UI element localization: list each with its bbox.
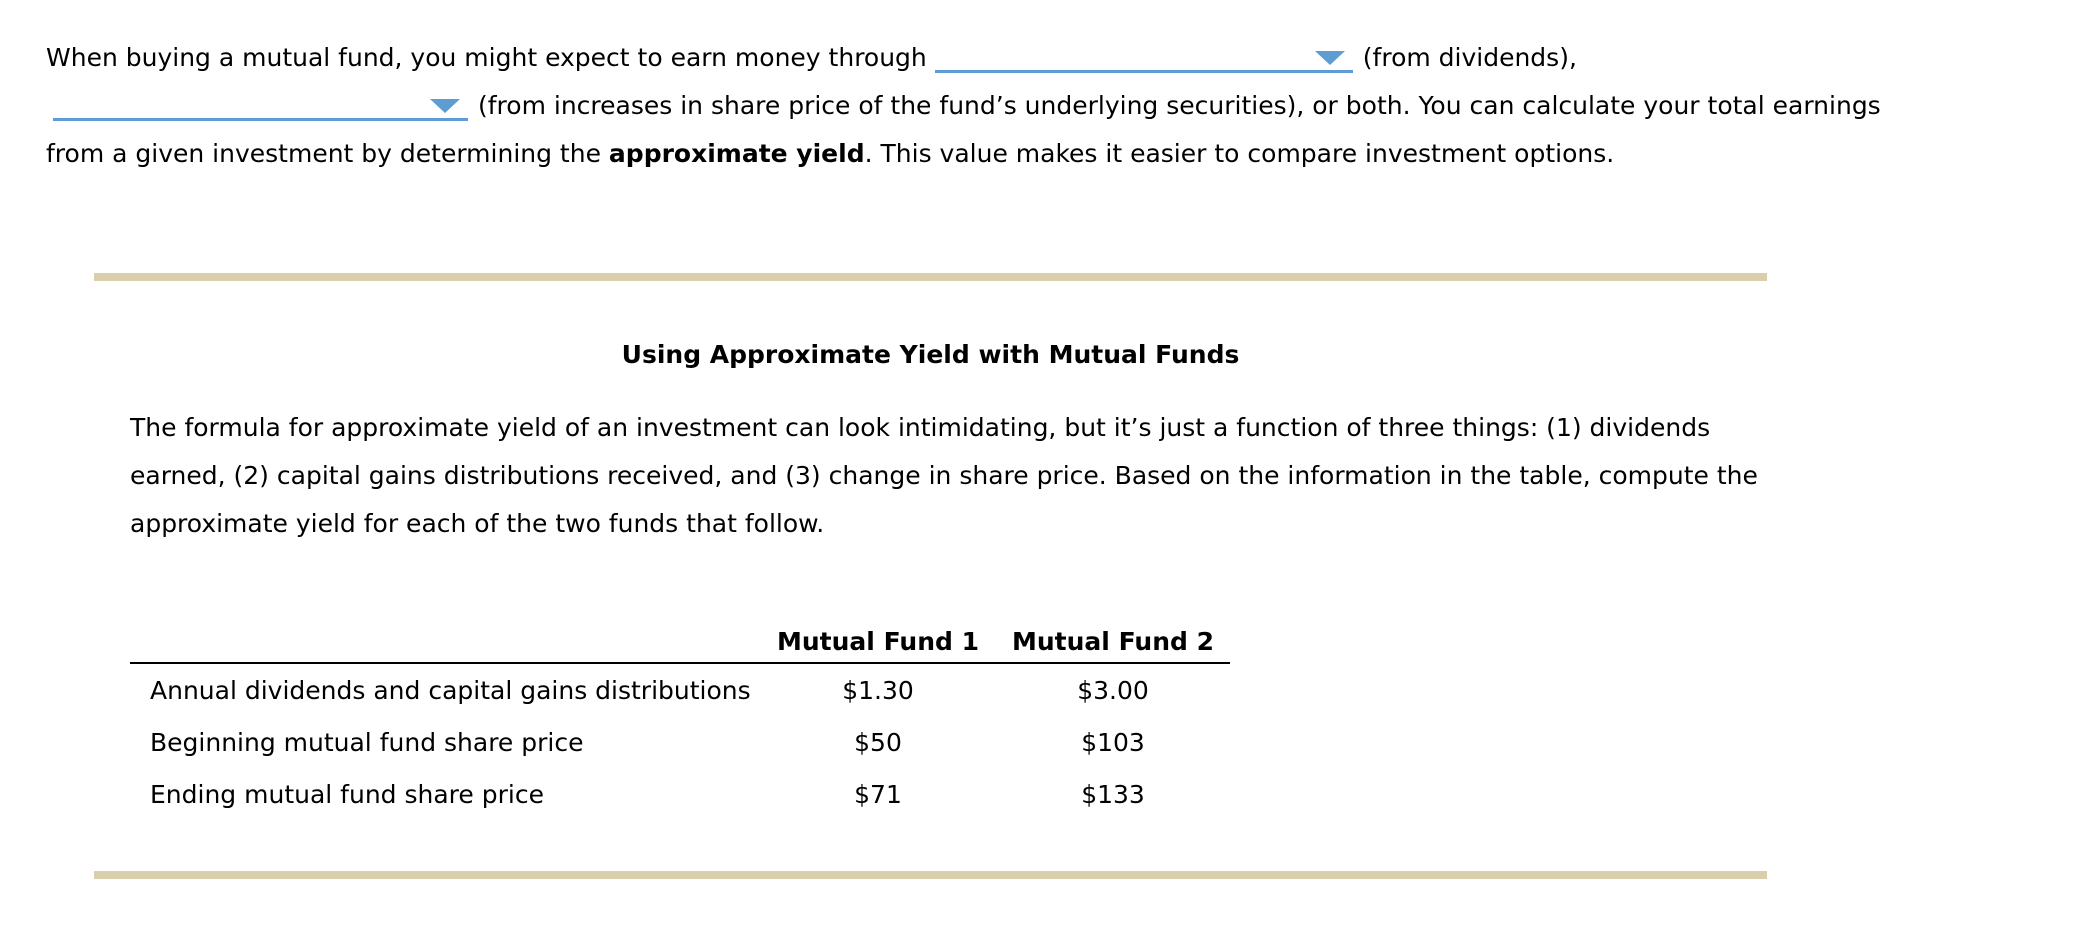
- fund-2-value: $103: [1081, 727, 1145, 757]
- intro-text-1: When buying a mutual fund, you might expect to earn money through: [46, 43, 927, 72]
- intro-text-3: (from increases in share price of the fund’s underlying securities), or both. You can calculate your total earnings: [478, 91, 1881, 120]
- section-divider-top: [94, 273, 1767, 281]
- intro-text-4: from a given investment by determining the: [46, 139, 601, 168]
- mutual-fund-table: [130, 620, 1230, 820]
- fund-1-value: $50: [854, 727, 902, 757]
- intro-line-1: [46, 34, 2036, 82]
- fund-1-value: $1.30: [842, 675, 914, 705]
- table-row: [130, 716, 1230, 768]
- fund-2-value: $133: [1081, 779, 1145, 809]
- intro-line-2: [46, 82, 2036, 130]
- fund-1-value: $71: [854, 779, 902, 809]
- earnings-type-dropdown-2[interactable]: [53, 90, 468, 121]
- earnings-type-dropdown-1[interactable]: [935, 42, 1353, 73]
- chevron-down-icon[interactable]: [1315, 51, 1345, 65]
- section-para-line-2: earned, (2) capital gains distributions received, and (3) change in share price. Based on the information in the table, compute the: [130, 461, 1758, 490]
- intro-line-3: [46, 130, 2036, 178]
- approximate-yield-term: approximate yield: [608, 139, 865, 168]
- table-row: [130, 663, 1230, 716]
- row-label: Annual dividends and capital gains distributions: [150, 675, 751, 705]
- section-para-line-3: approximate yield for each of the two funds that follow.: [130, 509, 825, 538]
- section-para-line-1: The formula for approximate yield of an investment can look intimidating, but it’s just a function of three things: (1) dividends: [130, 413, 1711, 442]
- intro-text-5: . This value makes it easier to compare investment options.: [864, 139, 1615, 168]
- intro-text-2: (from dividends),: [1362, 43, 1577, 72]
- row-label: Beginning mutual fund share price: [150, 727, 584, 757]
- fund-2-value: $3.00: [1077, 675, 1149, 705]
- table-header-fund-2: Mutual Fund 2: [996, 620, 1230, 663]
- section-divider-bottom: [94, 871, 1767, 879]
- table-header-row: [130, 620, 1230, 663]
- table-header-blank: [130, 620, 760, 663]
- intro-paragraph: [46, 34, 2036, 178]
- section-title: Using Approximate Yield with Mutual Funds: [621, 340, 1240, 369]
- table-row: [130, 768, 1230, 820]
- section-paragraph: [130, 404, 1758, 548]
- table-header-fund-1: Mutual Fund 1: [760, 620, 996, 663]
- row-label: Ending mutual fund share price: [150, 779, 544, 809]
- chevron-down-icon[interactable]: [430, 99, 460, 113]
